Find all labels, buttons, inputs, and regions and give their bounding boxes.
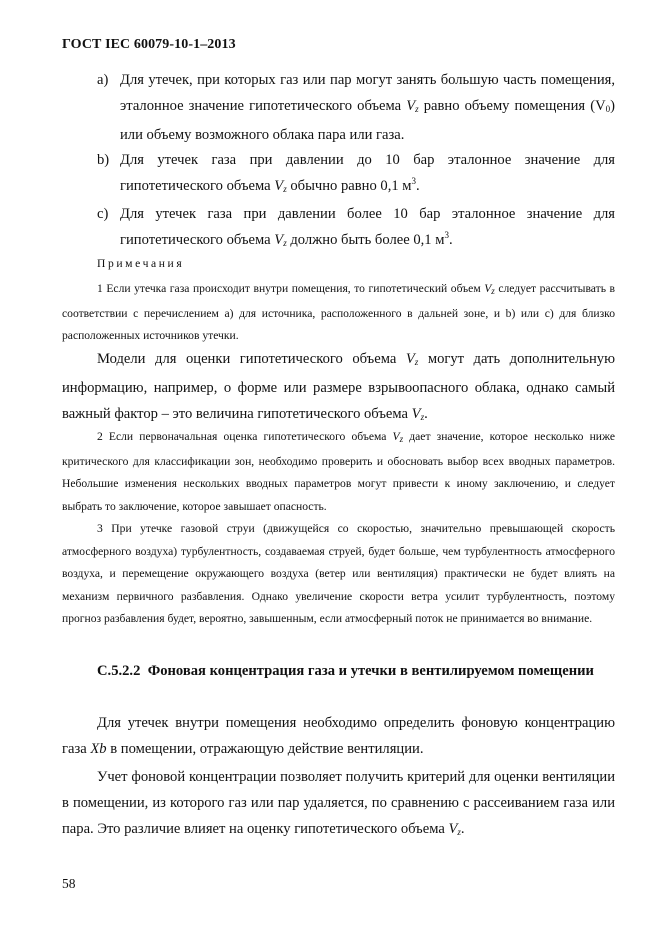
list-item-text: Для утечек газа при давлении более 10 бар эталонное значение для гипотетического объема $V_z$ должно быть более 0,1 $м^3$. (120, 206, 615, 248)
note-3: 3 При утечке газовой струи (движущейся со скоростью, значительно превышающей скорость атмосферного воздуха) турбулентность, создаваемая струей, будет больше, чем турбулентность атмосферного воздуха, и перемещение окружающего воздуха (ветер или вентиляция) практически не будет влиять на механизм первичного разбавления. Однако увеличение скорости ветра усилит турбулентность, поэтому прогноз разбавления будет, вероятно, завышенным, если атмосферный поток не принимается во внимание. (62, 522, 615, 625)
note-1: 1 Если утечка газа происходит внутри помещения, то гипотетический объем $V_z$ следует рассчитывать в соответствии с перечислением a) для источника, расположенного в дальней зоне, и b) или c) для близко расположенных источников утечки. (62, 282, 616, 342)
note-2: 2 Если первоначальная оценка гипотетического объема $V_z$ дает значение, которое несколько ниже критического для классификации зон, необходимо проверить и обосновать выбор всех вводных параметров. Небольшие изменения нескольких вводных параметров могут привести к иному заключению, и следует выбрать то заключение, которое завышает опасность. (62, 430, 615, 513)
paragraph-background: Для утечек внутри помещения необходимо определить фоновую концентрацию газа Xb в помещении, отражающую действие вентиляции. (62, 715, 615, 757)
page-number: 58 (62, 876, 76, 891)
list-marker: b) (97, 152, 110, 168)
list-item-text: Для утечек, при которых газ или пар могут занять большую часть помещения, эталонное значение гипотетического объема $V_z$ равно объему помещения $(V_0)$ или объему возможного облака пара или газа. (120, 72, 615, 143)
list-marker: a) (97, 72, 109, 88)
list-item-c (97, 201, 615, 256)
paragraph-accounting: Учет фоновой концентрации позволяет получить критерий для оценки вентиляции в помещении, из которого газ или пар удаляется, по сравнению с рассеиванием газа или пара. Это различие влияет на оценку гипотетического объема $V_z$. (62, 769, 615, 837)
paragraph-models: Модели для оценки гипотетического объема $V_z$ могут дать дополнительную информацию, например, о форме или размере взрывоопасного облака, однако самый важный фактор – это величина гипотетического объема $V_z$. (62, 351, 615, 422)
list-item-b (97, 147, 615, 202)
document-header: ГОСТ IEC 60079-10-1–2013 (62, 37, 236, 52)
notes-title: Примечания (97, 257, 185, 270)
list-item-text: Для утечек газа при давлении до 10 бар эталонное значение для гипотетического объема $V_z$ обычно равно 0,1 $м^3$. (120, 152, 615, 194)
section-heading: С.5.2.2 Фоновая концентрация газа и утечки в вентилируемом помещении (97, 663, 594, 679)
list-marker: c) (97, 206, 109, 222)
list-item-a (97, 67, 615, 148)
